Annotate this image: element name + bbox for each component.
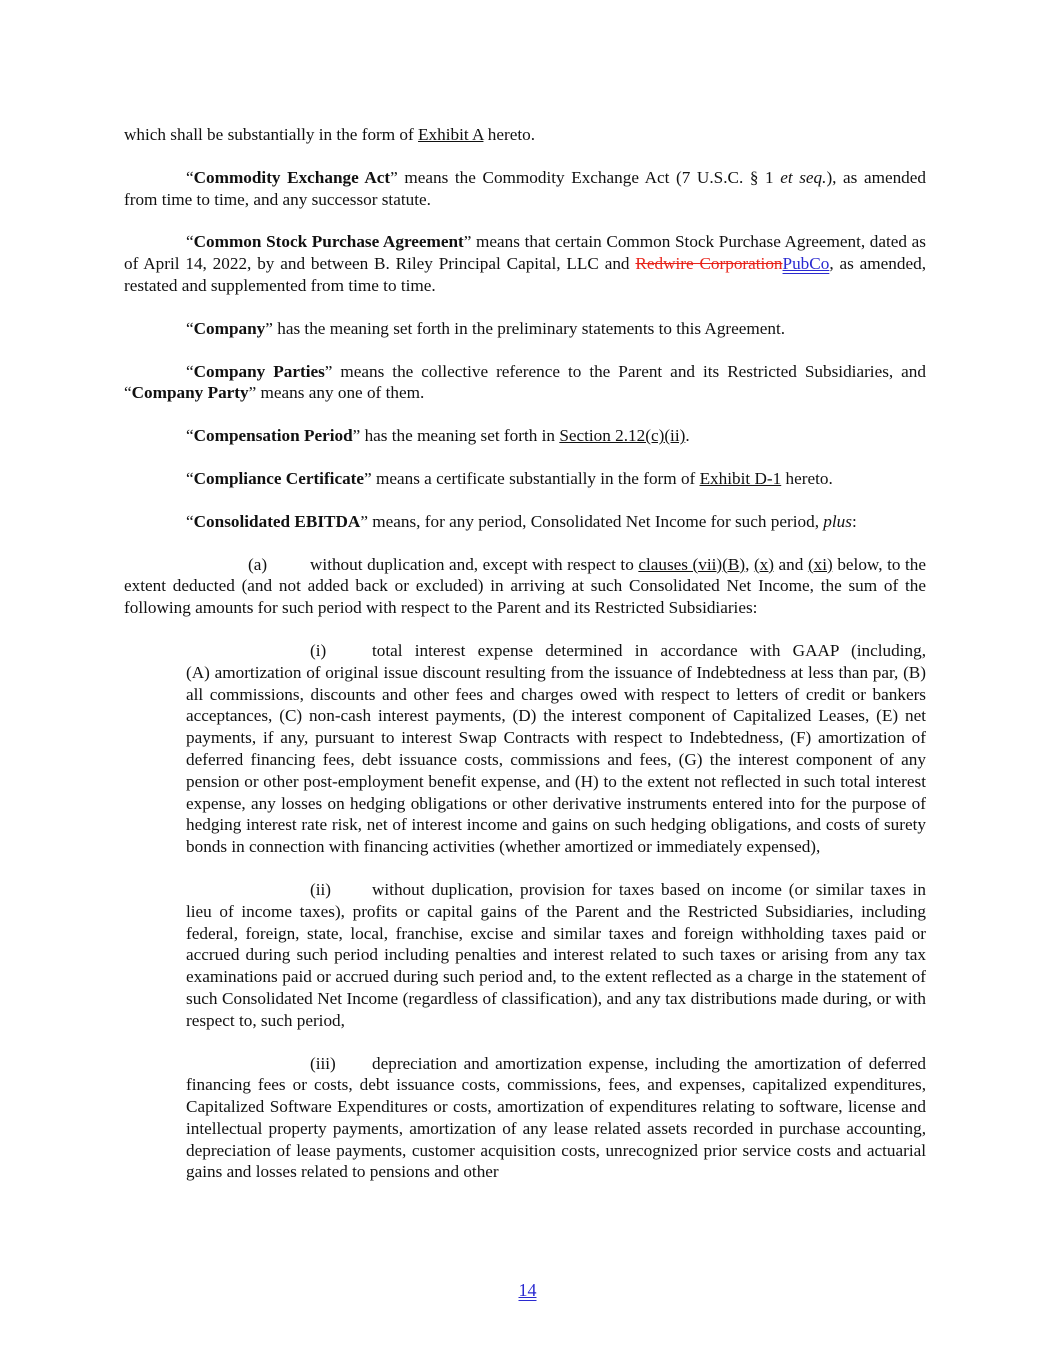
deleted-text-redline: Redwire Corporation (635, 254, 783, 274)
paragraph-exhibit-a-continuation: which shall be substantially in the form of Exhibit A hereto. (124, 125, 536, 144)
clause-a: (a) without duplication and, except with respect to clauses (vii)(B), (x) and (xi) below, to the extent deducted (and not added back or excluded) in arriving at such Consolidated Net Income, the sum of the following amounts for such period with respect to the Parent and its Restricted Subsidiaries: (124, 554, 927, 618)
defined-term: Common Stock Purchase Agreement (193, 232, 464, 252)
defined-term: Company (193, 318, 266, 338)
clause-reference-link[interactable]: clauses (vii)(B) (638, 554, 746, 574)
document-page (124, 124, 926, 1204)
defined-term: Consolidated EBITDA (193, 511, 361, 531)
defined-term: Compensation Period (193, 426, 353, 446)
section-reference-link[interactable]: Section 2.12(c)(ii) (559, 426, 686, 446)
exhibit-a-link[interactable]: Exhibit A (418, 125, 484, 144)
clause-reference-link[interactable]: (xi) (807, 554, 833, 574)
clause-reference-link[interactable]: (x) (753, 554, 774, 574)
page-number: 14 (518, 1280, 537, 1300)
definition-consolidated-ebitda: “Consolidated EBITDA” means, for any period, Consolidated Net Income for such period, plus: (186, 511, 857, 531)
definition-common-stock-purchase-agreement: “Common Stock Purchase Agreement” means that certain Common Stock Purchase Agreement, dated as of April 14, 2022, by and between B. Riley Principal Capital, LLC and Redwire CorporationPubCo, as amended, restated and supplemented from time to time. (124, 232, 926, 295)
clause-label: (i) (310, 640, 327, 660)
inserted-text-redline: PubCo (782, 254, 830, 274)
definition-company: “Company” has the meaning set forth in the preliminary statements to this Agreement. (186, 318, 786, 338)
definition-compliance-certificate: “Compliance Certificate” means a certificate substantially in the form of Exhibit D-1 hereto. (186, 468, 833, 488)
defined-term: Commodity Exchange Act (193, 167, 391, 187)
defined-term: Company Parties (193, 361, 325, 381)
definition-commodity-exchange-act: “Commodity Exchange Act” means the Commodity Exchange Act (7 U.S.C. § 1 et seq.), as amended from time to time, and any successor statute. (124, 167, 926, 209)
clause-label: (a) (248, 554, 268, 574)
definition-compensation-period: “Compensation Period” has the meaning set forth in Section 2.12(c)(ii). (186, 426, 690, 446)
defined-term: Company Party (131, 383, 249, 403)
clause-iii: (iii) depreciation and amortization expense, including the amortization of deferred financing fees or costs, debt issuance costs, commissions, fees, and expenses, capitalized expenditures, Capitalized Software Expenditures or costs, amortization of expenditures relating to software, license and intellectual property payments, amortization of any lease related assets recorded in purchase accounting, depreciation of lease payments, customer acquisition costs, unrecognized prior service costs and actuarial gains and losses related to pensions and other (186, 1053, 926, 1182)
clause-label: (ii) (310, 879, 331, 899)
clause-ii: (ii) without duplication, provision for taxes based on income (or similar taxes in lieu of income taxes), profits or capital gains of the Parent and the Restricted Subsidiaries, including federal, foreign, state, local, franchise, excise and similar taxes and foreign withholding taxes paid or accrued during such period including penalties and interest related to such taxes or arising from any tax examinations paid or accrued during such period and, to the extent reflected as a charge in the statement of such Consolidated Net Income (regardless of classification), and any tax distributions made during, or with respect to, such period, (186, 879, 926, 1030)
definition-company-parties: “Company Parties” means the collective reference to the Parent and its Restricted Subsidiaries, and “Company Party” means any one of them. (124, 361, 926, 403)
exhibit-d1-link[interactable]: Exhibit D-1 (699, 468, 782, 488)
defined-term: Compliance Certificate (193, 468, 365, 488)
clause-i: (i) total interest expense determined in accordance with GAAP (including, (A) amortization of original issue discount resulting from the issuance of Indebtedness at less than par, (B) all commissions, discounts and other fees and charges owed with respect to letters of credit or bankers acceptances, (C) non-cash interest payments, (D) the interest component of Capitalized Leases, (E) net payments, if any, pursuant to interest Swap Contracts with respect to Indebtedness, (F) amortization of deferred financing fees, debt issuance costs, commissions and fees, (G) the interest component of any pension or other post-employment benefit expense, and (H) to the extent not reflected in such total interest expense, any losses on hedging obligations or other derivative instruments entered into for the purpose of hedging interest rate risk, net of interest income and gains on such hedging obligations, and costs of surety bonds in connection with financing activities (whether amortized or immediately expensed), (186, 640, 926, 857)
clause-label: (iii) (310, 1053, 336, 1073)
